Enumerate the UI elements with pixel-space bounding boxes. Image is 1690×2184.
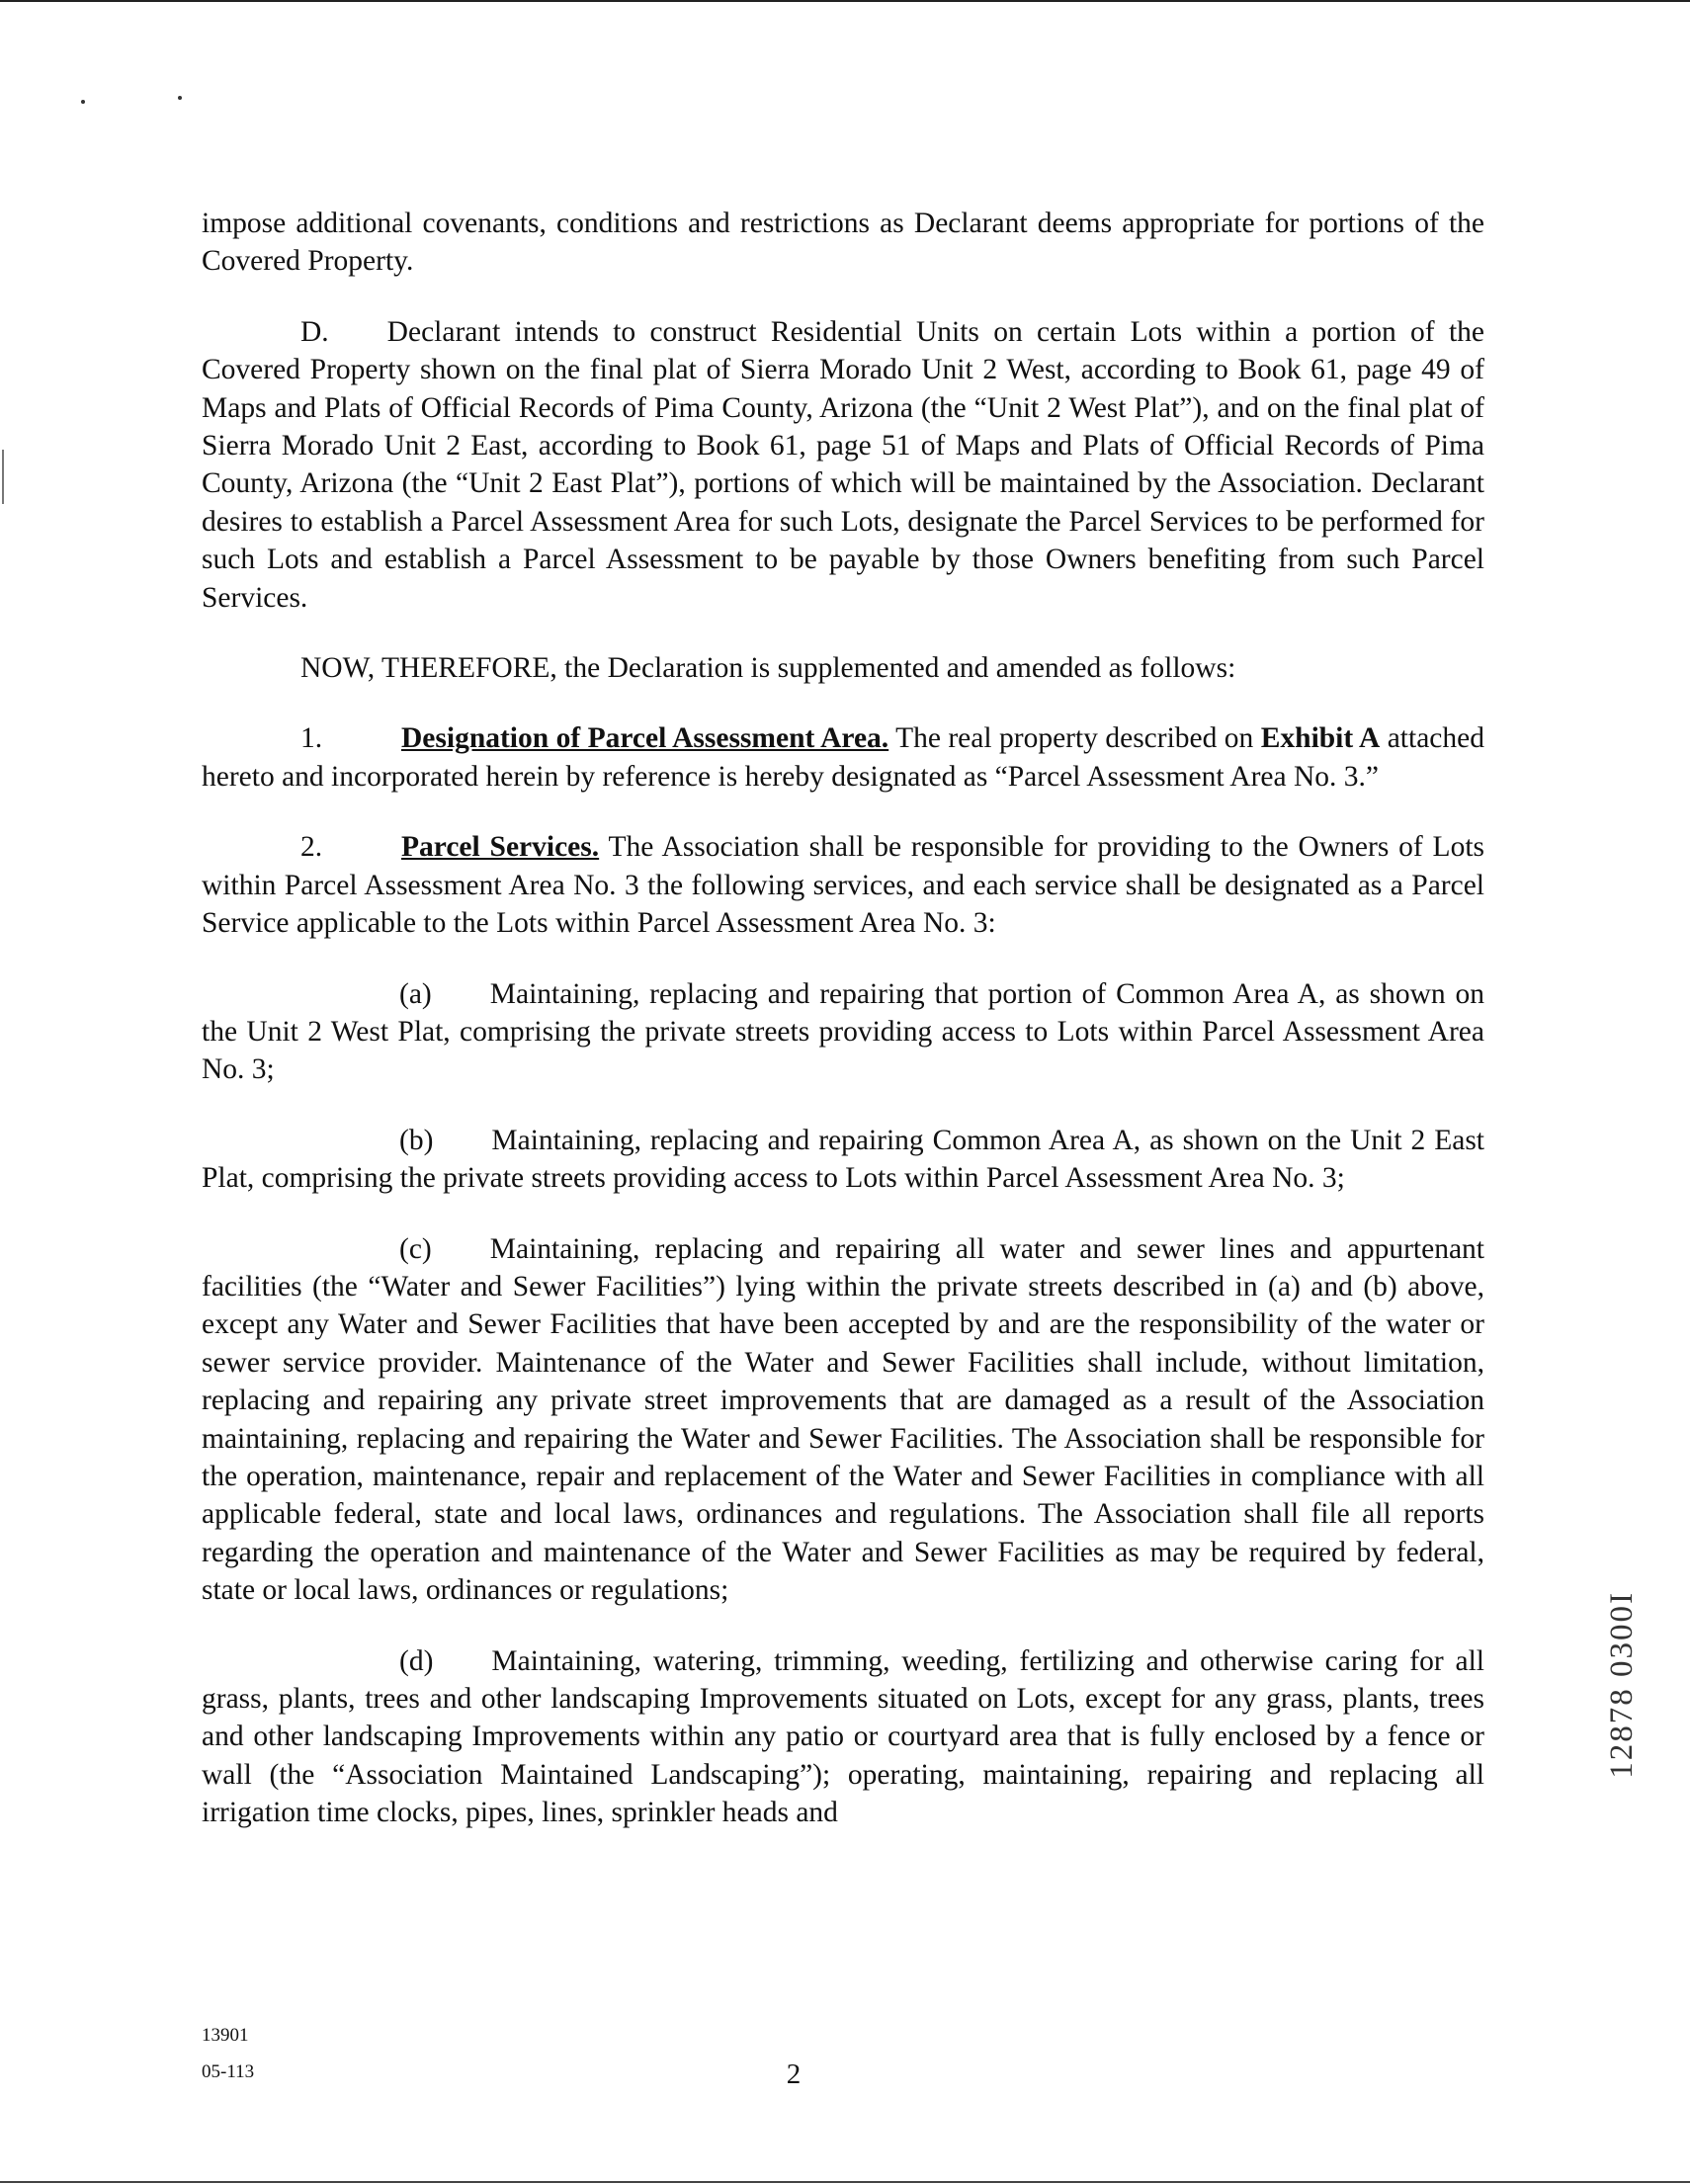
scan-speck	[178, 96, 182, 100]
paragraph-d: D. Declarant intends to construct Residential Units on certain Lots within a portion of the Covered Property shown on the final plat of Sierra Morado Unit 2 West, according to Book 61, page 49 of Maps and Plats of Official Records of Pima County, Arizona (the “Unit 2 West Plat”), and on the final plat of Sierra Morado Unit 2 East, according to Book 61, page 51 of Maps and Plats of Official Records of Pima County, Arizona (the “Unit 2 East Plat”), portions of which will be maintained by the Association. Declarant desires to establish a Parcel Assessment Area for such Lots, designate the Parcel Services to be performed for such Lots and establish a Parcel Assessment to be payable by those Owners benefiting from such Parcel Services.	[202, 315, 1484, 614]
document-body	[202, 205, 1484, 1865]
section-2-text: The Association shall be responsible for providing to the Owners of Lots within Parcel Assessment Area No. 3 the following services, and each service shall be designated as a Parcel Service applicable to the Lots within Parcel Assessment Area No. 3:	[202, 831, 1484, 940]
paragraph-now-therefore: NOW, THEREFORE, the Declaration is supplemented and amended as follows:	[300, 652, 1236, 685]
section-1-heading: Designation of Parcel Assessment Area.	[401, 722, 889, 755]
section-2-heading: Parcel Services.	[401, 831, 600, 864]
recording-number-stamp: 12878 0300I	[1604, 1591, 1640, 1779]
top-scan-edge	[0, 0, 1690, 2]
left-scan-mark	[2, 450, 4, 504]
section-2-number: 2.	[300, 831, 323, 864]
section-2	[202, 828, 1484, 942]
section-1	[202, 719, 1484, 796]
section-1-exhibit-ref: Exhibit A	[1260, 722, 1381, 755]
page-number: 2	[786, 2058, 802, 2090]
item-a: (a) Maintaining, replacing and repairing that portion of Common Area A, as shown on the Unit 2 West Plat, comprising the private streets providing access to Lots within Parcel Assessment Area No. 3;	[202, 977, 1484, 1086]
section-1-text-a: The real property described on	[888, 722, 1261, 755]
section-1-number: 1.	[300, 722, 323, 755]
paragraph-continuation: impose additional covenants, conditions and restrictions as Declarant deems appropriate for portions of the Covered Property.	[202, 208, 1484, 278]
section-1-text-b: attached hereto and incorporated herein by reference is hereby designated as “Parcel Assessment Area No. 3.”	[202, 722, 1484, 793]
footer-doc-code: 13901	[202, 2025, 249, 2046]
bottom-scan-edge	[0, 2181, 1690, 2183]
footer-doc-revision: 05-113	[202, 2061, 255, 2082]
item-c: (c) Maintaining, replacing and repairing all water and sewer lines and appurtenant facilities (the “Water and Sewer Facilities”) lying within the private streets described in (a) and (b) above, except any Water and Sewer Facilities that have been accepted by and are the responsibility of the water or sewer service provider. Maintenance of the Water and Sewer Facilities shall include, without limitation, replacing and repairing any private street improvements that are damaged as a result of the Association maintaining, replacing and repairing the Water and Sewer Facilities. The Association shall be responsible for the operation, maintenance, repair and replacement of the Water and Sewer Facilities in compliance with all applicable federal, state and local laws, ordinances and regulations. The Association shall file all reports regarding the operation and maintenance of the Water and Sewer Facilities as may be required by federal, state or local laws, ordinances or regulations;	[202, 1232, 1484, 1607]
item-d: (d) Maintaining, watering, trimming, weeding, fertilizing and otherwise caring for all grass, plants, trees and other landscaping Improvements situated on Lots, except for any grass, plants, trees and other landscaping Improvements within any patio or courtyard area that is fully enclosed by a fence or wall (the “Association Maintained Landscaping”); operating, maintaining, repairing and replacing all irrigation time clocks, pipes, lines, sprinkler heads and	[202, 1644, 1484, 1829]
scan-speck	[81, 100, 85, 104]
item-b: (b) Maintaining, replacing and repairing Common Area A, as shown on the Unit 2 East Plat, comprising the private streets providing access to Lots within Parcel Assessment Area No. 3;	[202, 1124, 1484, 1195]
